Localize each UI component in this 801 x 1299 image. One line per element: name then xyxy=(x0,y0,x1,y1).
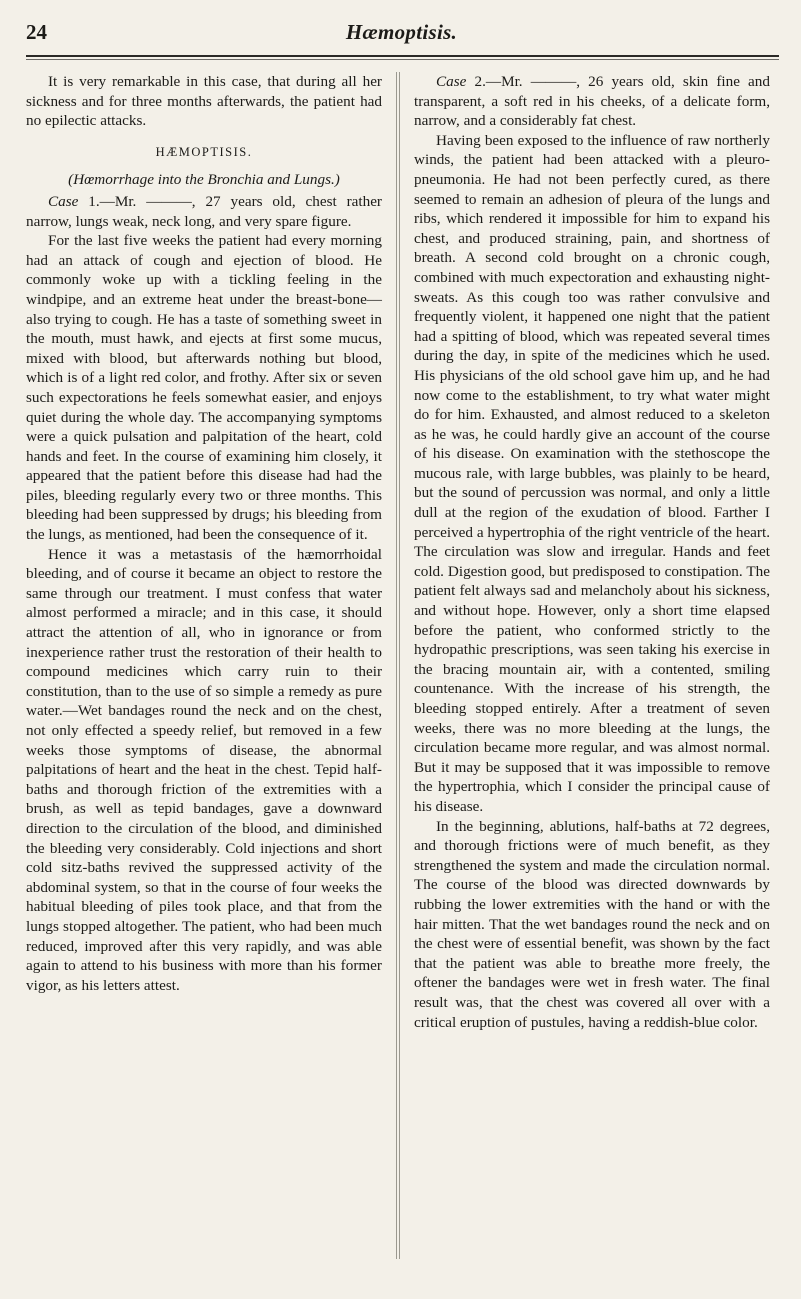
case-2-label: Case xyxy=(436,73,467,90)
page-header xyxy=(26,20,777,48)
header-rule xyxy=(26,55,779,57)
case-1-history-paragraph: For the last five weeks the patient had every morning had an attack of cough and ejection of blood. He commonly woke up with a tickling feeling in the windpipe, and an extreme heat under the breast-bone—also trying to cough. He has a taste of something sweet in the mouth, must hawk, and ejects at first some mucus, mixed with blood, but afterwards nothing but blood, which is of a light red color, and frothy. After six or seven such expectorations he feels somewhat easier, and enjoys quiet during the whole day. The accompanying symptoms were a quick pulsation and palpitation of the heart, cold hands and feet. In the course of examining him closely, it appeared that the patient before this disease had had the piles, bleeding regularly every two or three months. This bleeding had been suppressed by drugs; his bleeding from the lungs, as mentioned, had been the consequence of it. xyxy=(26,232,382,544)
case-1-label: Case xyxy=(48,192,79,210)
column-divider-second xyxy=(399,72,400,1259)
section-heading: HÆMOPTISIS. xyxy=(155,144,253,159)
header-rule-thin xyxy=(26,59,779,60)
intro-paragraph: It is very remarkable in this case, that during all her sickness and for three months afterwards, the patient had no epilectic attacks. xyxy=(26,73,382,130)
column-divider xyxy=(396,72,397,1259)
page-number: 24 xyxy=(26,20,47,44)
sub-heading: (Hœmorrhage into the Bronchia and Lungs.) xyxy=(68,171,340,189)
case-2-history-paragraph: Having been exposed to the influence of raw northerly winds, the patient had been attacked with a pleuro-pneumonia. He had not been perfectly cured, as there seemed to remain an adhesion of pleura of the lungs and ribs, which rendered it impossible for him to expand his chest, and produced straining, pain, and shortness of breath. A second cold brought on a chronic cough, combined with much expectoration and exhausting night-sweats. As this cough too was rather convulsive and frequently violent, it happened one night that the patient had a spitting of blood, which was repeated several times during the day, in spite of the medicines which he used. His physicians of the old school gave him up, and he had now come to the establishment, to try what water might do for him. Exhausted, and almost reduced to a skeleton as he was, he could hardly give an account of the course of his disease. On examination with the stethoscope the mucous rale, with large bubbles, was plainly to be heard, but the sound of percussion was normal, and only a little dull at the region of the exudation of blood. Farther I perceived a hypertrophia of the right ventricle of the heart. The circulation was slow and irregular. Hands and feet cold. Digestion good, but predisposed to constipation. The patient felt always sad and melancholy about his sickness, and without hope. However, only a short time elapsed before the patient, who conformed strictly to the hydropathic prescriptions, was seen taking his exercise in the bracing mountain air, with a contented, smiling countenance. With the increase of his strength, the bleeding stopped entirely. After a treatment of seven weeks, there was no more bleeding at the lungs, the circulation became more regular, and was almost normal. But it may be supposed that it was impossible to remove the hypertrophia, which I consider the principal cause of his disease. xyxy=(414,131,770,815)
case-2-paragraph xyxy=(414,72,770,131)
case-1-paragraph xyxy=(26,192,382,231)
left-column xyxy=(26,72,382,995)
case-1-treatment-paragraph: Hence it was a metastasis of the hæmorrhoidal bleeding, and of course it became an object to restore the same through our treatment. I must confess that water almost performed a miracle; and in this case, it should attract the attention of all, who in ignorance or from inexperience rather trust the restoration of their health to compound medicines which carry ruin to their constitution, than to the use of so simple a remedy as pure water.—Wet bandages round the neck and on the chest, not only effected a speedy relief, but removed in a few weeks those symptoms of disease, the abnormal palpitations of heart and the heat in the chest. Tepid half-baths and thorough friction of the extremities with a brush, as well as tepid bandages, gave a downward direction to the circulation of the blood, and diminished the bleeding very considerably. Cold injections and short cold sitz-baths revived the suppressed activity of the abdominal system, so that in the course of four weeks the habitual bleeding of piles took place, and that from the lungs stopped altogether. The patient, who had been much reduced, improved after this very rapidly, and was able again to attend to his business with more than his former vigor, as his letters attest. xyxy=(26,545,382,994)
right-column xyxy=(414,72,770,1032)
case-1-text: 1.—Mr. ———, 27 years old, chest rather narrow, lungs weak, neck long, and very spare figure. xyxy=(26,192,382,230)
running-title: Hæmoptisis. xyxy=(345,20,458,44)
case-2-treatment-paragraph: In the beginning, ablutions, half-baths at 72 degrees, and thorough frictions were of much benefit, as they strengthened the system and made the circulation normal. The course of the blood was directed downwards by rubbing the lower extremities with the hand or with the hair mitten. That the wet bandages round the neck and on the chest were of essential benefit, was shown by the fact that the patient was able to breathe more freely, the oftener the bandages were wet in fresh water. The final result was, that the chest was covered all over with a critical eruption of pustules, having a reddish-blue color. xyxy=(414,817,770,1031)
case-2-text: 2.—Mr. ———, 26 years old, skin fine and transparent, a soft red in his cheeks, of a delicate form, narrow, and a considerably fat chest. xyxy=(414,73,770,130)
